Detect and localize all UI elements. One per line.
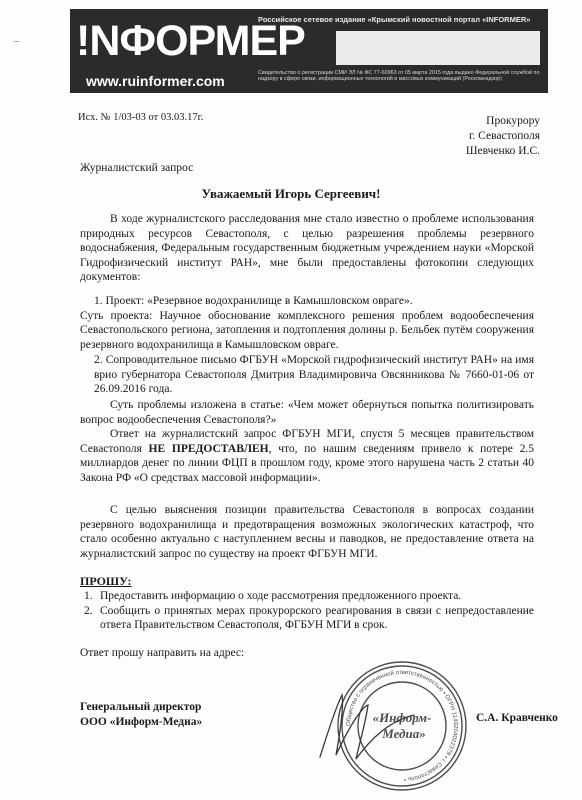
brand-logo: !NФОРМЕР [76,17,305,65]
stamp-center-text: «Информ- [372,710,432,725]
recipient-line: Шевченко И.С. [465,145,540,157]
recipient-line: Прокурору [486,115,540,127]
answer-paragraph [80,427,534,485]
request-number: 1. [84,590,93,602]
intro-paragraph: В ходе журналистского расследования мне стало известно о проблеме использования природных ресурсов Севастополя, с целью разрешения проблемы резервного водоснабжения, Федеральным государственным бюджетным учреждением науки «Морской Гидрофизический институт РАН», мне были предоставлены фотокопии следующих документов: [80,213,534,284]
item-title: 1. Проект: «Резервное водохранилище в Камышловском овраге». [94,295,413,307]
redacted-block [336,31,540,65]
registration-info: Свидетельство о регистрации СМИ ЭЛ № ФС 77-60963 от 05 марта 2015 года выдано Федеральной службой по надзору в сфере связи, информационных технологий и массовых коммуникаций (Роскомнадзор) [258,70,540,83]
stamp-ring-text: Общество с ограниченной ответственностью • ОГРН 1149204022379 • г. Севастополь • [345,669,459,782]
outgoing-number: Исх. № 1/03-03 от 03.03.17г. [78,112,204,123]
item-body: Суть проекта: Научное обоснование комплексного решения проблем водообеспечения Севастопольского региона, затопления и подтопления долины р. Бельбек путём сооружения резервного водохранилища в Камышловском овраге. [80,309,534,351]
document-item-2 [80,353,534,397]
signer-name: С.А. Кравченко [476,712,558,724]
letterhead [70,9,548,93]
item-text: 2. Сопроводительное письмо ФГБУН «Морской гидрофизический институт РАН» на имя врио губернатора Севастополя Дмитрия Владимировича Овсянникова № 7660-01-06 от 26.09.2016 года. [94,354,534,396]
handwritten-signature [290,685,430,775]
request-text: Сообщить о принятых мерах прокурорского реагирования в связи с непредоставление ответа Правительством Севастополя, ФГБУН МГИ в срок. [100,604,534,632]
request-text: Предоставить информацию о ходе рассмотрения предложенного проекта. [100,590,462,602]
answer-text: , что, по нашим сведениям привело к потере 2.5 миллиардов денег по линии ФЦП в прошлом году, кроме этого нарушена часть 2 статьи 40 Закона РФ «О средствах массовой информации». [80,442,534,484]
request-number: 2. [84,604,93,617]
document-type: Журналистский запрос [80,162,194,174]
document-item-1 [80,294,534,352]
answer-text: Ответ на журналистский запрос ФГБУН МГИ, спустя 5 месяцев правительством Севастополя [80,428,534,455]
corner-mark: – [14,36,19,47]
stamp-center-text: Медиа» [382,726,426,741]
request-item [80,589,534,604]
salutation: Уважаемый Игорь Сергеевич! [201,186,381,201]
brand-url: www.ruinformer.com [86,73,225,89]
answer-emphasis: НЕ ПРЕДОСТАВЛЕН [148,442,269,455]
publication-title: Российское сетевое издание «Крымский новостной портал «INFORMER» [258,15,531,24]
address-line: Ответ прошу направить на адрес: [80,647,245,659]
signer-position: Генеральный директор [80,701,202,713]
summary-paragraph: Суть проблемы изложена в статье: «Чем может обернуться попытка политизировать вопрос водообеспечения Севастополя?» [80,399,534,426]
signature-stroke [320,695,414,759]
recipient-line: г. Севастополя [469,130,540,142]
request-list [80,589,534,633]
recipient-block [430,114,540,159]
signer-block [80,700,202,730]
request-item [80,604,534,633]
request-heading: ПРОШУ: [80,574,132,588]
signer-org: ООО «Информ-Медиа» [80,716,203,728]
purpose-paragraph: С целью выяснения позиции правительства Севастополя в вопросах создании резервного водохранилища и предотвращения возможных экологических катастроф, что стало особенно актуально с наступлением весны и паводков, не предоставление ответа на журналистский запрос по существу на проект ФГБУН МГИ. [80,504,534,560]
